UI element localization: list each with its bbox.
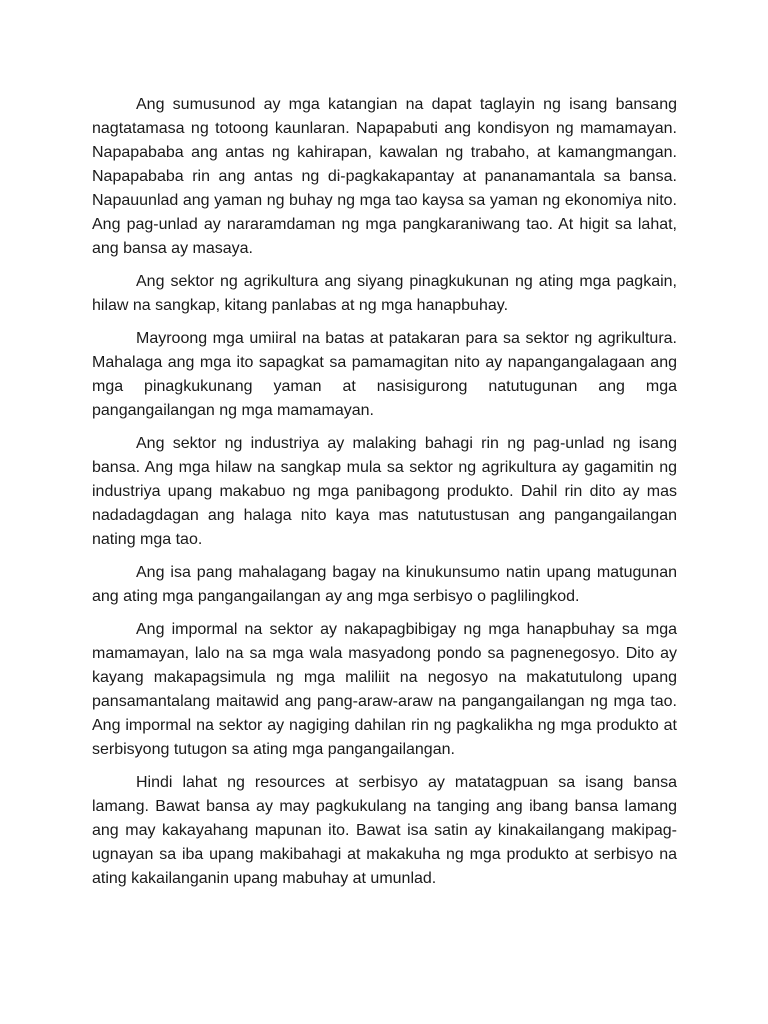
paragraph-1: Ang sumusunod ay mga katangian na dapat taglayin ng isang bansang nagtatamasa ng totoong kaunlaran. Napapabuti ang kondisyon ng mamamayan. Napapababa ang antas ng kahirapan, kawalan ng trabaho, at kamangmangan. Napapababa rin ang antas ng di-pagkakapantay at pananamantala sa bansa. Napauunlad ang yaman ng buhay ng mga tao kaysa sa yaman ng ekonomiya nito. Ang pag-unlad ay nararamdaman ng mga pangkaraniwang tao. At higit sa lahat, ang bansa ay masaya. [92,96,677,257]
paragraph-3: Mayroong mga umiiral na batas at patakaran para sa sektor ng agrikultura. Mahalaga ang mga ito sapagkat sa pamamagitan nito ay napangangalagaan ang mga pinagkukunang yaman at nasisigurong natutugunan ang mga pangangailangan ng mga mamamayan. [92,330,677,419]
paragraph-4: Ang sektor ng industriya ay malaking bahagi rin ng pag-unlad ng isang bansa. Ang mga hilaw na sangkap mula sa sektor ng agrikultura ay gagamitin ng industriya upang makabuo ng mga panibagong produkto. Dahil rin dito ay mas nadadagdagan ang halaga nito kaya mas natutustusan ang pangangailangan nating mga tao. [92,435,677,548]
document-page [92,93,677,900]
paragraph-6: Ang impormal na sektor ay nakapagbibigay ng mga hanapbuhay sa mga mamamayan, lalo na sa mga wala masyadong pondo sa pagnenegosyo. Dito ay kayang makapagsimula ng mga maliliit na negosyo na makatutulong upang pansamantalang maitawid ang pang-araw-araw na pangangailangan ng mga tao. Ang impormal na sektor ay nagiging dahilan rin ng pagkalikha ng mga produkto at serbisyong tutugon sa ating mga pangangailangan. [92,621,677,758]
paragraph-2: Ang sektor ng agrikultura ang siyang pinagkukunan ng ating mga pagkain, hilaw na sangkap, kitang panlabas at ng mga hanapbuhay. [92,273,677,314]
paragraph-5: Ang isa pang mahalagang bagay na kinukunsumo natin upang matugunan ang ating mga pangangailangan ay ang mga serbisyo o paglilingkod. [92,564,677,605]
paragraph-7: Hindi lahat ng resources at serbisyo ay matatagpuan sa isang bansa lamang. Bawat bansa ay may pagkukulang na tanging ang ibang bansa lamang ang may kakayahang mapunan ito. Bawat isa satin ay kinakailangang makipag-ugnayan sa iba upang makibahagi at makakuha ng mga produkto at serbisyo na ating kakailanganin upang mabuhay at umunlad. [92,774,677,887]
